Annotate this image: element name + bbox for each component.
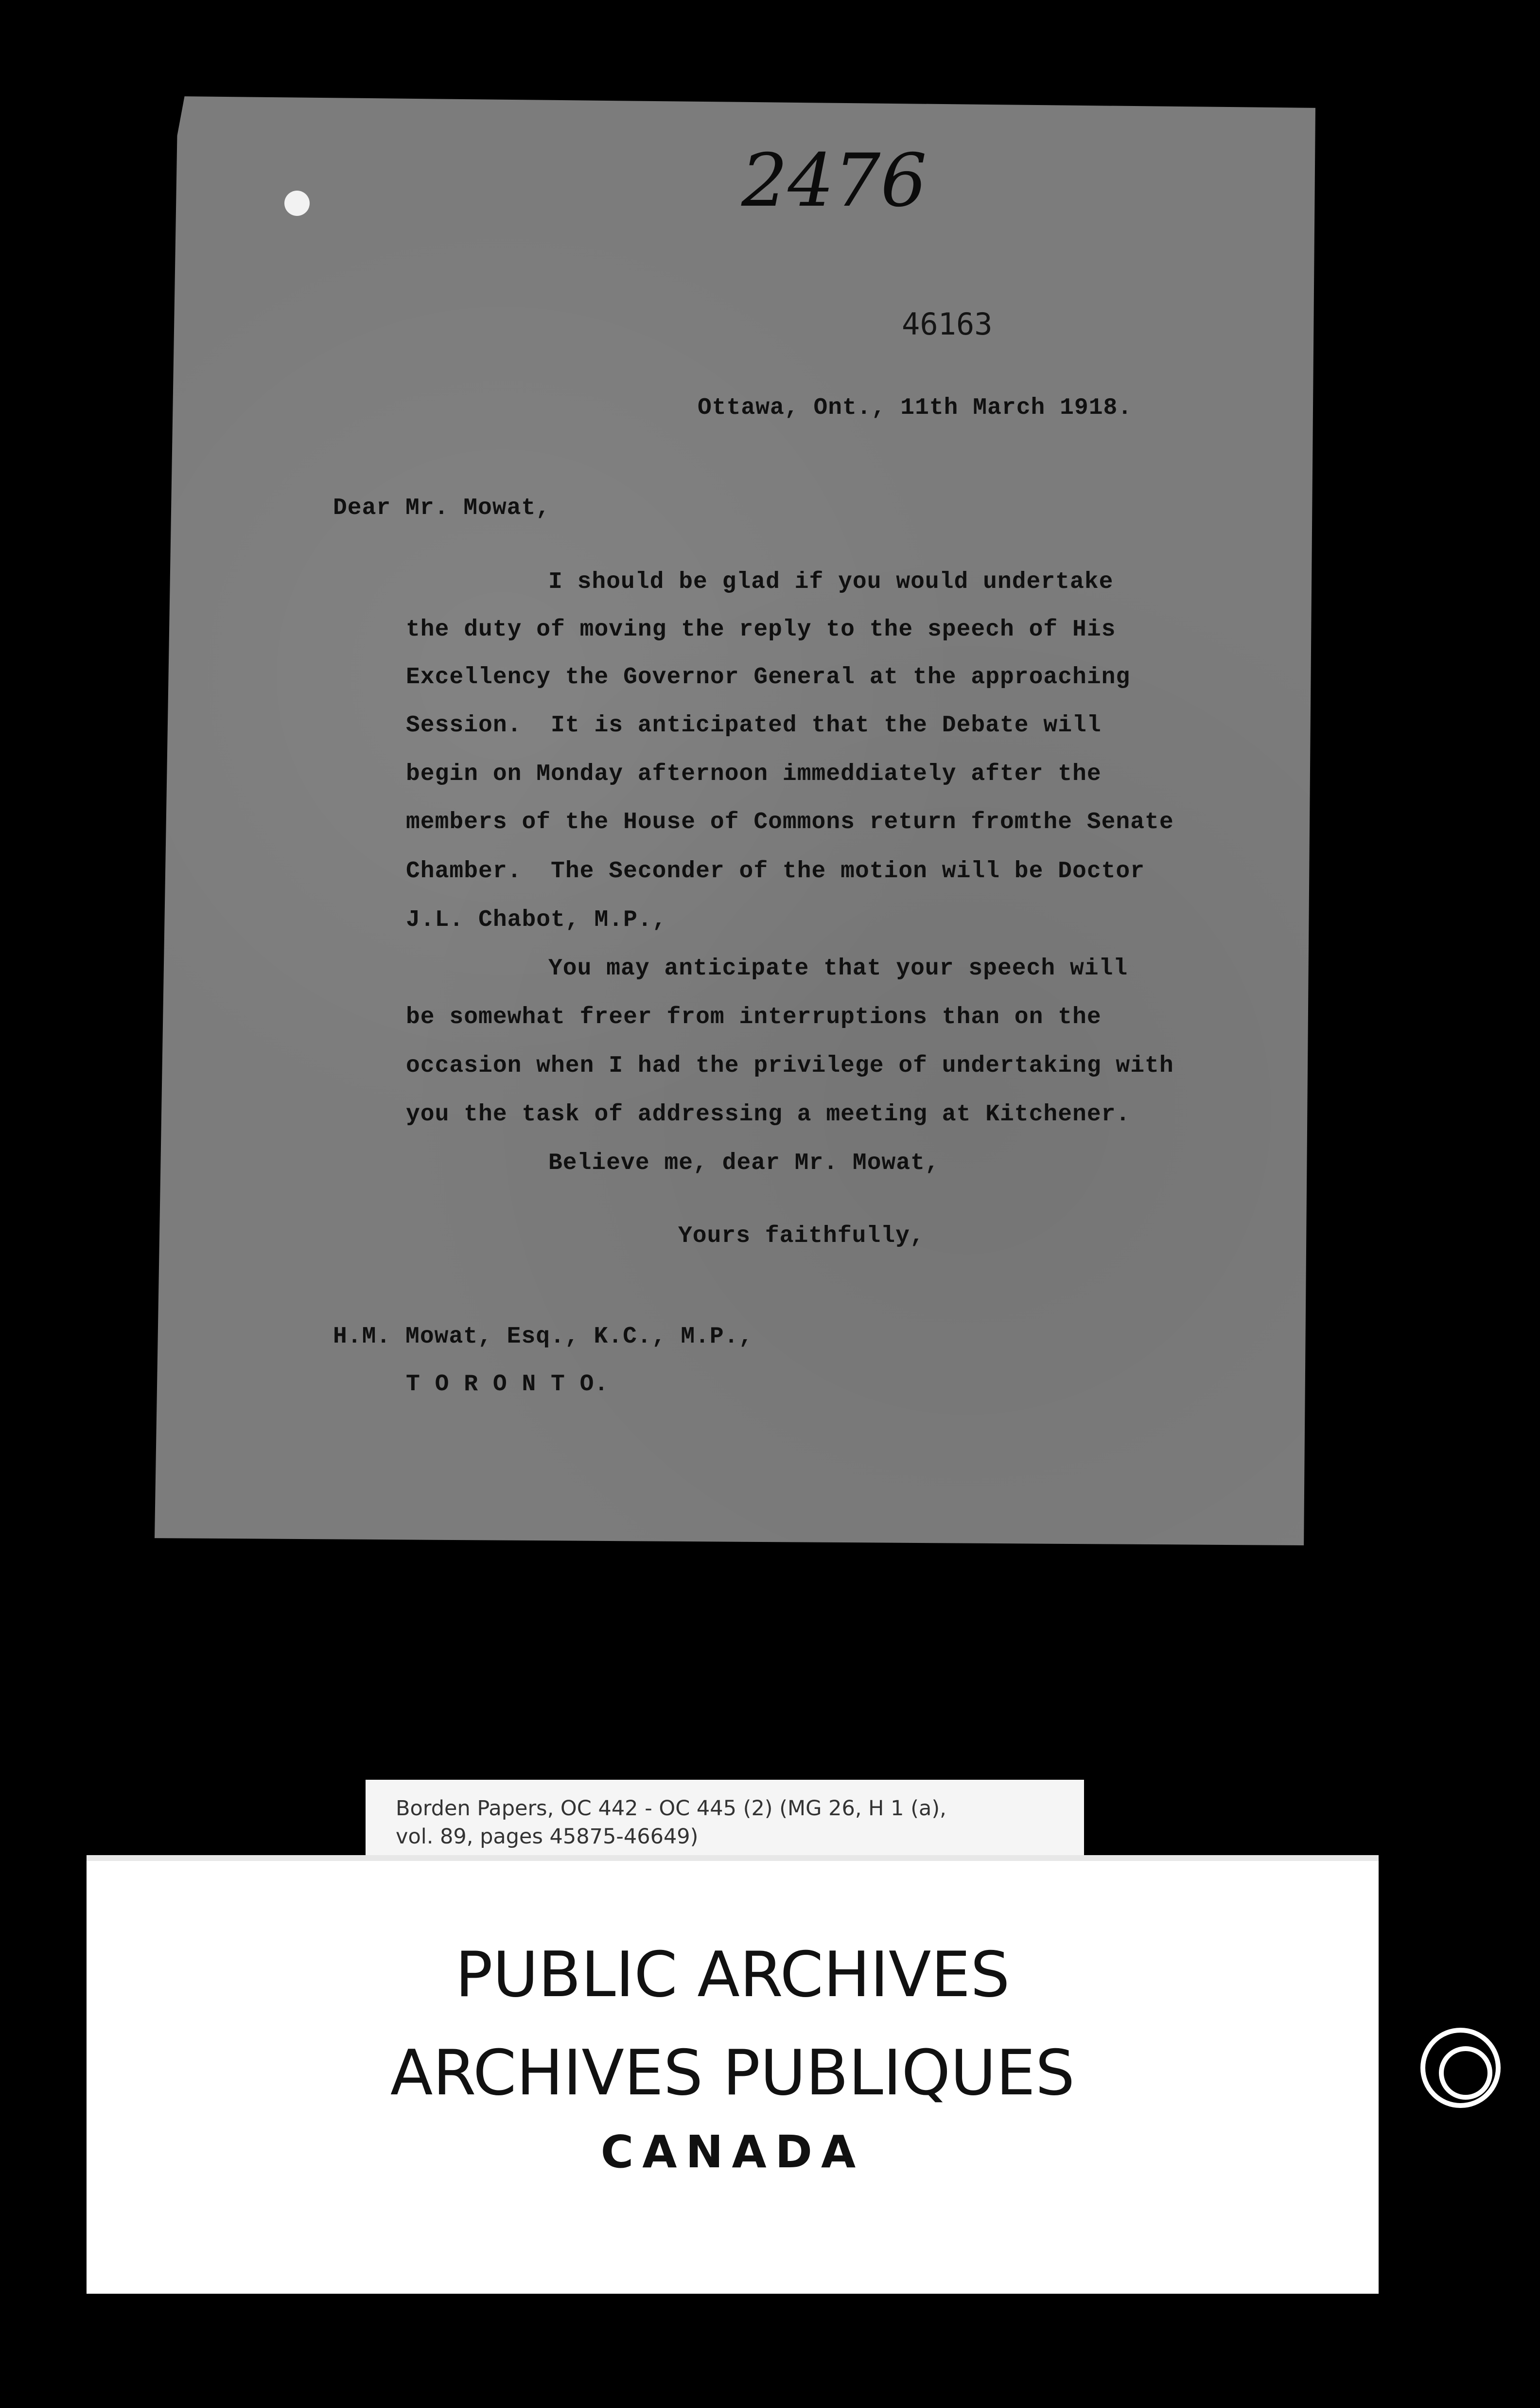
body-line: you the task of addressing a meeting at Kitchener.	[406, 1101, 1131, 1128]
letter-date: Ottawa, Ont., 11th March 1918.	[698, 395, 1133, 421]
collection-reference-label	[366, 1780, 1084, 1858]
letter-closing: Yours faithfully,	[678, 1223, 925, 1249]
body-line: Session. It is anticipated that the Debate will	[406, 712, 1102, 739]
archives-title-english: PUBLIC ARCHIVES	[455, 1939, 1010, 2011]
body-line: the duty of moving the reply to the speech of His	[406, 617, 1116, 643]
body-line: I should be glad if you would undertake	[548, 569, 1114, 595]
recipient-name: H.M. Mowat, Esq., K.C., M.P.,	[333, 1324, 753, 1350]
archives-title-french: ARCHIVES PUBLIQUES	[390, 2037, 1075, 2109]
letter-salutation: Dear Mr. Mowat,	[333, 495, 551, 521]
body-line: members of the House of Commons return fromthe Senate	[406, 809, 1174, 835]
body-line: occasion when I had the privilege of undertaking with	[406, 1053, 1174, 1079]
body-line: J.L. Chabot, M.P.,	[406, 907, 667, 933]
handwritten-number: 2476	[741, 139, 927, 223]
punch-hole	[284, 191, 310, 216]
body-line: begin on Monday afternoon immeddiately after the	[406, 761, 1102, 787]
recipient-city: T O R O N T O.	[406, 1371, 609, 1398]
body-line: Believe me, dear Mr. Mowat,	[548, 1150, 940, 1176]
archives-card	[87, 1855, 1379, 2294]
collection-reference-line: vol. 89, pages 45875-46649)	[396, 1824, 699, 1849]
body-line: Chamber. The Seconder of the motion will be Doctor	[406, 858, 1145, 885]
body-line: be somewhat freer from interruptions than on the	[406, 1004, 1102, 1030]
body-line: Excellency the Governor General at the approaching	[406, 664, 1131, 691]
collection-reference-line: Borden Papers, OC 442 - OC 445 (2) (MG 26, H 1 (a),	[396, 1796, 946, 1821]
archives-seal-icon	[1420, 2028, 1501, 2108]
archives-country: CANADA	[600, 2126, 865, 2178]
stamped-number: 46163	[902, 306, 993, 342]
body-line: You may anticipate that your speech will	[548, 956, 1128, 982]
